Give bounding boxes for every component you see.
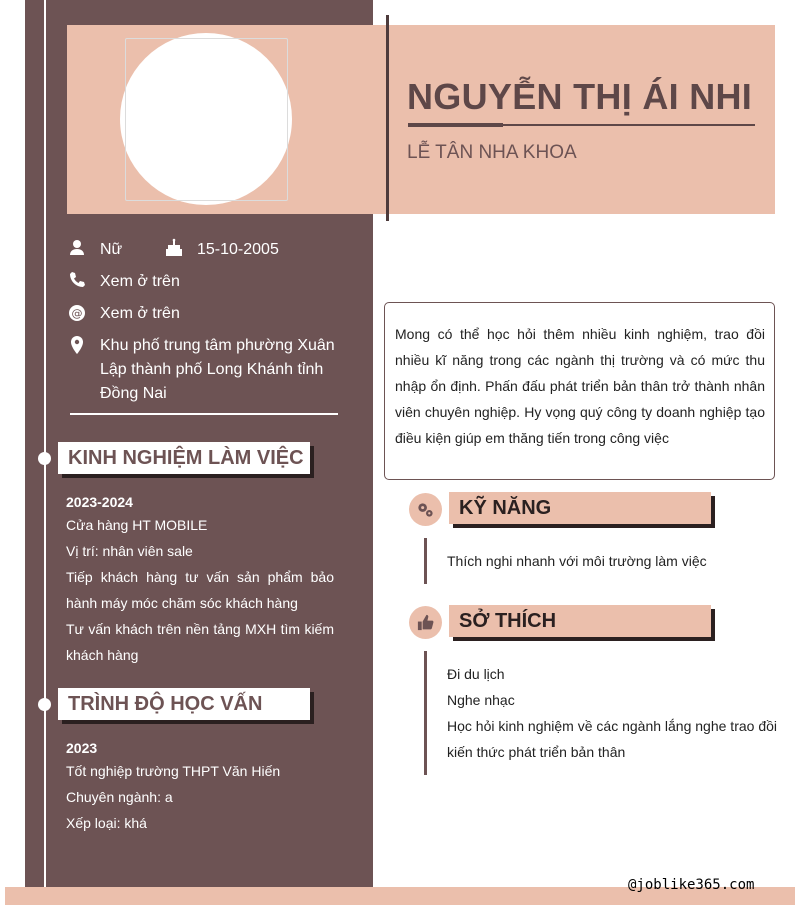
address-value: Khu phố trung tâm phường Xuân Lập thành phố Long Khánh tỉnh Đồng Nai <box>100 337 335 402</box>
career-objective <box>384 302 775 480</box>
timeline-dot <box>38 698 51 711</box>
education-school: Tốt nghiệp trường THPT Văn Hiến <box>66 763 281 779</box>
experience-period: 2023-2024 <box>66 494 133 510</box>
candidate-name: NGUYỄN THỊ ÁI NHI <box>407 76 753 117</box>
skills-bar <box>424 538 427 584</box>
birthday-cake-icon <box>164 238 184 258</box>
hobby-item: Học hỏi kinh nghiệm về các ngành lắng nghe trao đồi kiến thức phát triển bản thân <box>447 718 777 760</box>
experience-company: Cửa hàng HT MOBILE <box>66 517 208 533</box>
skills-heading: KỸ NĂNG <box>449 492 711 524</box>
experience-heading: KINH NGHIỆM LÀM VIỆC <box>58 442 310 474</box>
education-major: Chuyên ngành: a <box>66 789 173 805</box>
gears-icon <box>409 493 442 526</box>
hobbies-bar <box>424 651 427 775</box>
hobby-item: Đi du lịch <box>447 666 505 682</box>
avatar-placeholder <box>125 38 288 201</box>
objective-text: Mong có thể học hỏi thêm nhiều kinh nghiệm, trao đồi nhiều kĩ năng trong các ngành thị trường và có mức thu nhập ổn định. Phấn đấu phát triển bản thân trở thành nhân viên chuyên nghiệp. Hy vọng quý công ty doanh nghiệp tạo điều kiện giúp em thăng tiến trong công việc <box>395 326 765 446</box>
email-at-icon <box>67 303 87 323</box>
hobbies-heading: SỞ THÍCH <box>449 605 711 637</box>
education-block <box>66 735 334 836</box>
svg-text:@: @ <box>71 307 83 320</box>
watermark: @joblike365.com <box>628 877 755 893</box>
hobbies-list <box>447 661 777 765</box>
hobby-item: Nghe nhạc <box>447 692 515 708</box>
experience-block <box>66 489 334 668</box>
gender-value: Nữ <box>100 241 123 258</box>
thumbs-up-icon <box>409 606 442 639</box>
experience-position: Vị trí: nhân viên sale <box>66 543 193 559</box>
location-pin-icon <box>67 335 87 355</box>
job-title: LỄ TÂN NHA KHOA <box>407 142 577 163</box>
experience-duty: Tư vấn khách trên nền tảng MXH tìm kiếm khách hàng <box>66 621 334 663</box>
skills-list <box>447 548 777 574</box>
phone-value[interactable]: Xem ở trên <box>100 273 180 290</box>
contact-separator <box>70 413 338 415</box>
education-grade: Xếp loại: khá <box>66 815 147 831</box>
timeline-dot <box>38 452 51 465</box>
birthday-value: 15-10-2005 <box>197 241 279 258</box>
header-divider <box>386 15 389 221</box>
experience-duty: Tiếp khách hàng tư vấn sản phẩm bảo hành máy móc chăm sóc khách hàng <box>66 569 334 611</box>
skill-item: Thích nghi nhanh với môi trường làm việc <box>447 553 707 569</box>
education-year: 2023 <box>66 740 98 756</box>
name-underline-accent <box>408 123 503 127</box>
email-value[interactable]: Xem ở trên <box>100 305 180 322</box>
user-icon <box>67 238 87 258</box>
education-heading: TRÌNH ĐỘ HỌC VẤN <box>58 688 310 720</box>
phone-icon <box>67 270 87 290</box>
